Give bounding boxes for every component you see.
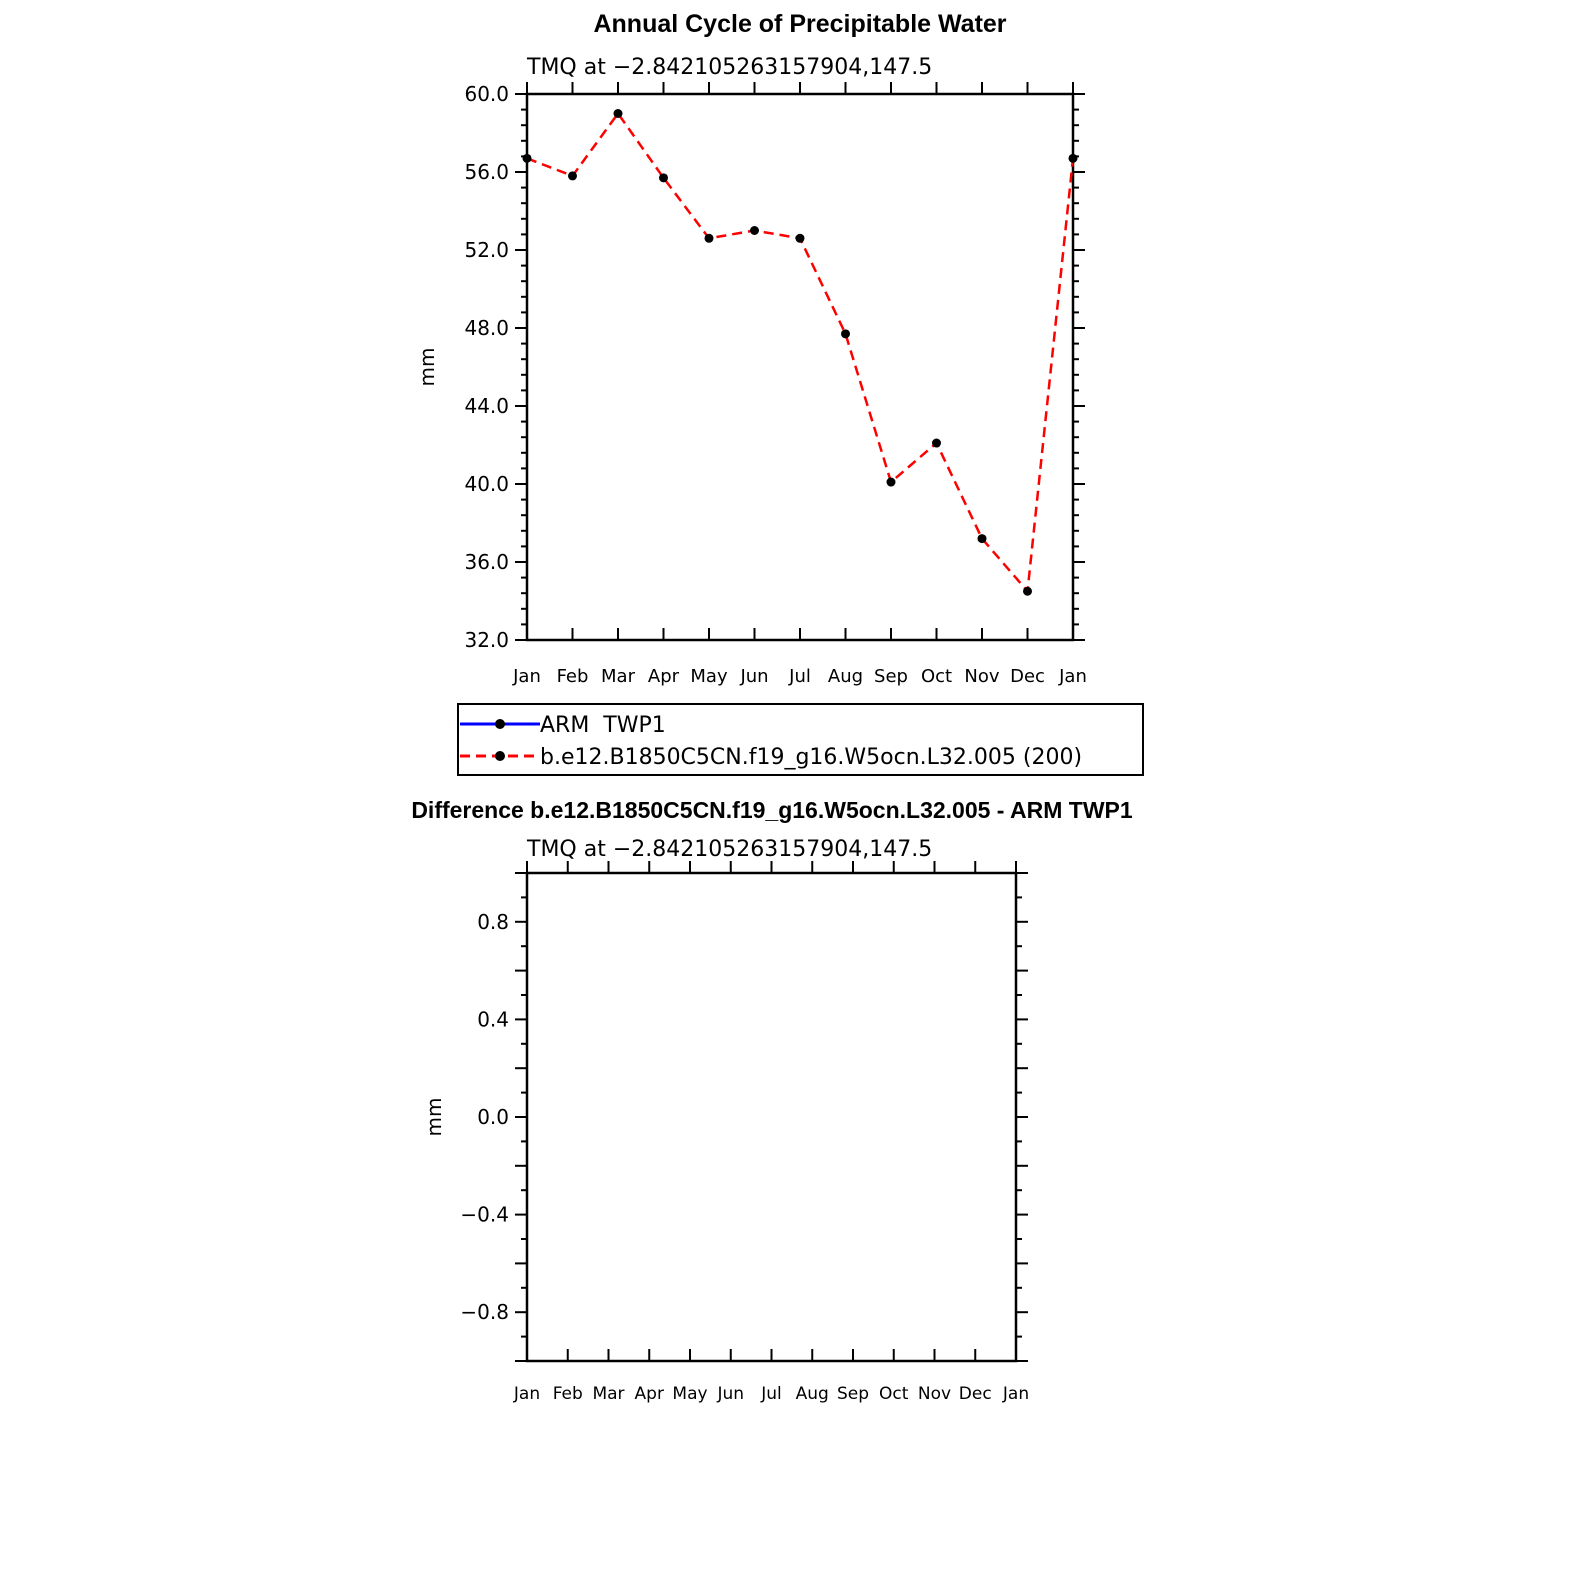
y-tick-label: 44.0 bbox=[464, 394, 509, 418]
x-tick-label: Jan bbox=[1059, 666, 1087, 687]
x-tick-label: Jul bbox=[761, 1384, 782, 1404]
data-point bbox=[978, 534, 987, 543]
x-tick-label: Feb bbox=[556, 666, 589, 687]
x-tick-label: Mar bbox=[592, 1384, 625, 1404]
x-tick-label: Jan bbox=[513, 1384, 541, 1404]
x-tick-label: Aug bbox=[827, 666, 864, 687]
data-point bbox=[1069, 154, 1078, 163]
data-point bbox=[523, 154, 532, 163]
x-tick-label: Jan bbox=[513, 666, 541, 687]
legend bbox=[458, 704, 1143, 775]
x-tick-label: Mar bbox=[601, 666, 635, 687]
y-tick-label: 36.0 bbox=[464, 550, 509, 574]
y-tick-label: 48.0 bbox=[464, 316, 509, 340]
data-point bbox=[841, 329, 850, 338]
x-tick-label: Nov bbox=[964, 666, 1000, 687]
top-chart-subtitle: TMQ at −2.842105263157904,147.5 bbox=[527, 55, 933, 80]
y-tick-label: 60.0 bbox=[464, 82, 509, 106]
x-tick-label: Apr bbox=[634, 1384, 664, 1404]
data-point bbox=[614, 109, 623, 118]
y-tick-label: −0.8 bbox=[460, 1300, 509, 1325]
x-tick-label: Jul bbox=[789, 666, 811, 687]
x-tick-label: Dec bbox=[1010, 666, 1045, 687]
y-tick-label: 0.4 bbox=[477, 1007, 509, 1032]
x-tick-label: Apr bbox=[647, 666, 680, 687]
x-tick-label: Aug bbox=[795, 1384, 829, 1404]
legend-marker-model bbox=[495, 751, 505, 761]
y-tick-label: 0.8 bbox=[477, 909, 509, 934]
x-tick-label: Sep bbox=[874, 666, 908, 687]
plot-frame bbox=[527, 873, 1016, 1361]
plot-frame bbox=[527, 94, 1073, 640]
top-y-axis-label: mm bbox=[415, 347, 439, 387]
x-tick-label: Dec bbox=[958, 1384, 992, 1404]
x-tick-label: Feb bbox=[552, 1384, 583, 1404]
y-tick-label: 40.0 bbox=[464, 472, 509, 496]
data-point bbox=[659, 173, 668, 182]
series-line bbox=[527, 114, 1073, 592]
data-point bbox=[887, 478, 896, 487]
x-tick-label: May bbox=[672, 1384, 708, 1404]
bottom-chart-title: Difference b.e12.B1850C5CN.f19_g16.W5ocn.L32.005 - ARM TWP1 bbox=[411, 797, 1133, 823]
data-point bbox=[750, 226, 759, 235]
x-tick-label: Jan bbox=[1002, 1384, 1030, 1404]
top-chart-title: Annual Cycle of Precipitable Water bbox=[593, 10, 1007, 38]
y-tick-label: 52.0 bbox=[464, 238, 509, 262]
legend-label-model: b.e12.B1850C5CN.f19_g16.W5ocn.L32.005 (200) bbox=[540, 745, 1083, 770]
y-tick-label: 0.0 bbox=[477, 1105, 509, 1129]
bottom-y-axis-label: mm bbox=[422, 1097, 446, 1137]
legend-label-arm: ARM TWP1 bbox=[540, 713, 666, 738]
x-tick-label: Sep bbox=[836, 1384, 870, 1404]
data-point bbox=[932, 439, 941, 448]
x-tick-label: Jun bbox=[740, 666, 769, 687]
bottom-chart-subtitle: TMQ at −2.842105263157904,147.5 bbox=[527, 837, 933, 862]
y-tick-label: 32.0 bbox=[464, 628, 509, 652]
data-point bbox=[796, 234, 805, 243]
legend-marker-arm bbox=[495, 719, 505, 729]
x-tick-label: Oct bbox=[879, 1384, 909, 1404]
x-tick-label: Oct bbox=[920, 666, 953, 687]
data-point bbox=[1023, 587, 1032, 596]
data-point bbox=[568, 171, 577, 180]
data-point bbox=[705, 234, 714, 243]
x-tick-label: Jun bbox=[717, 1384, 745, 1404]
y-tick-label: 56.0 bbox=[464, 160, 509, 184]
y-tick-label: −0.4 bbox=[460, 1202, 509, 1227]
x-tick-label: Nov bbox=[917, 1384, 952, 1404]
x-tick-label: May bbox=[690, 666, 728, 687]
